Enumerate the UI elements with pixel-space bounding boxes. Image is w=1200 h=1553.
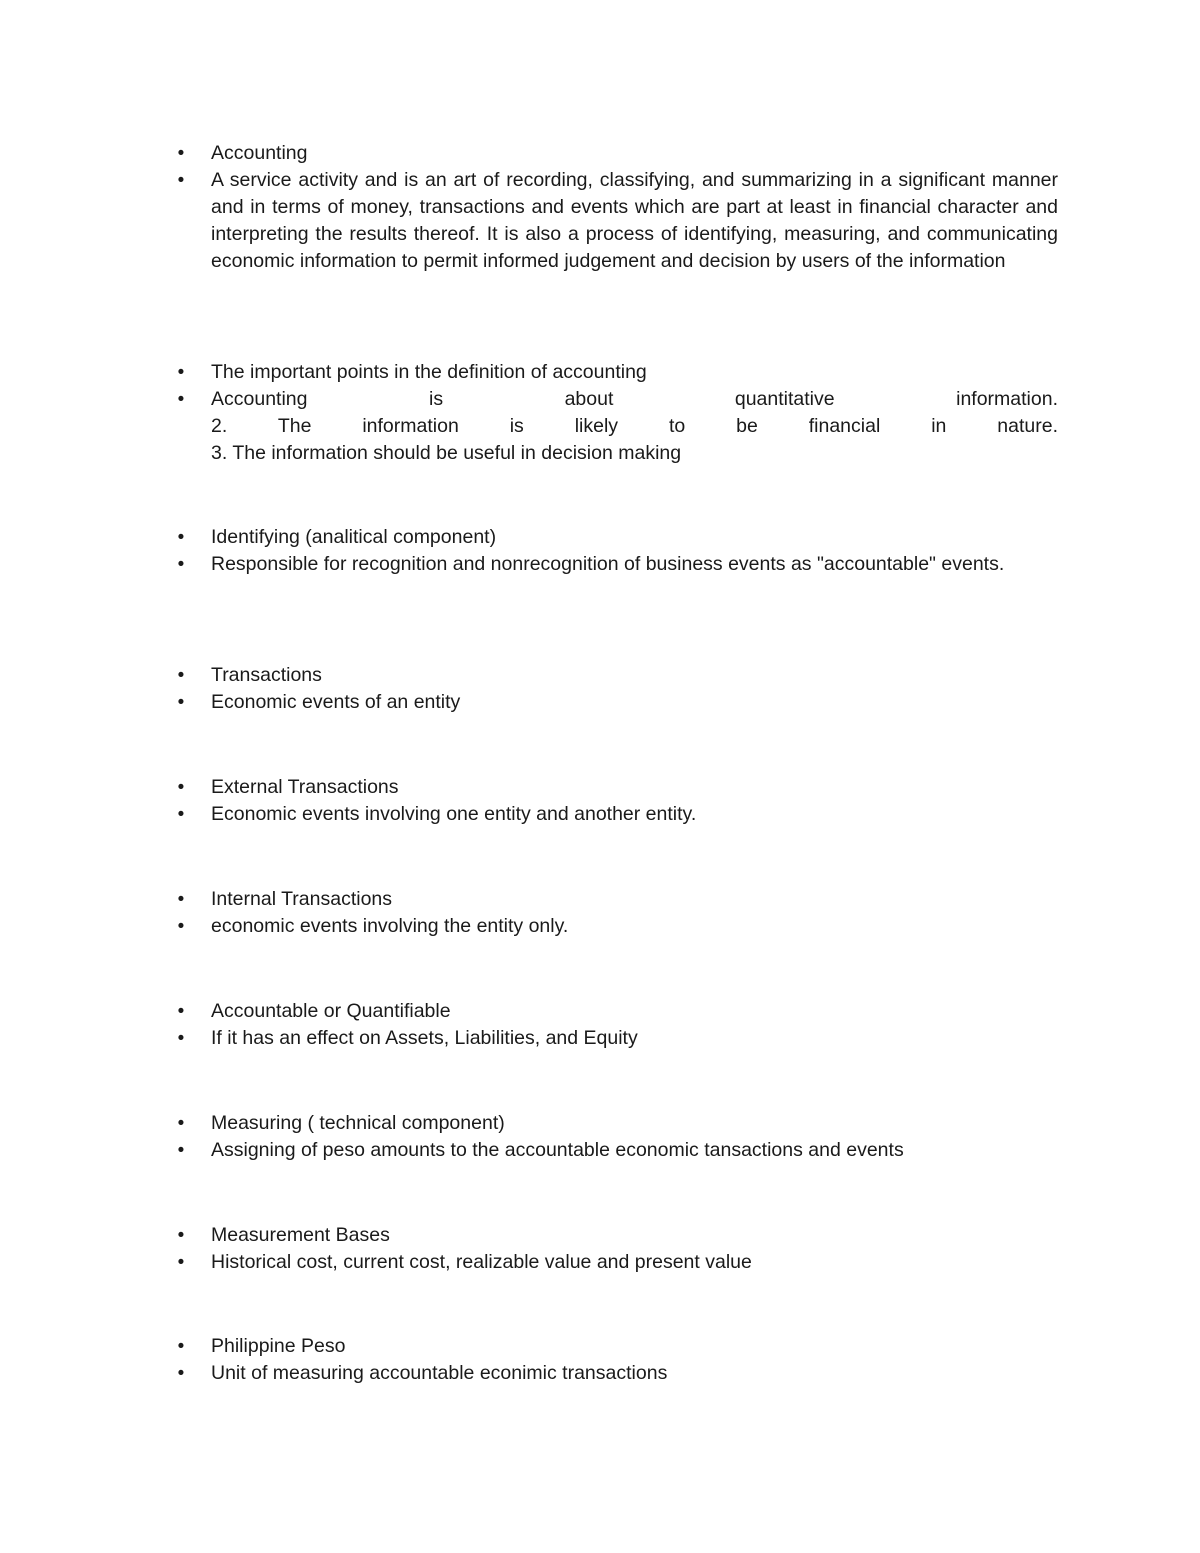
list-item [173, 801, 1058, 828]
bullet-icon: • [177, 527, 185, 548]
bullet-group-accounting [173, 140, 1058, 275]
definition-text: economic events involving the entity only. [211, 915, 569, 937]
bullet-icon: • [177, 362, 185, 383]
bullet-icon: • [177, 389, 185, 410]
bullet-group-internal-transactions [173, 886, 1058, 940]
bullet-icon: • [177, 1363, 185, 1384]
list-item [173, 386, 1058, 467]
term-text: Measuring ( technical component) [211, 1112, 505, 1134]
bullet-group-philippine-peso [173, 1333, 1058, 1387]
term-text: Identifying (analitical component) [211, 526, 497, 548]
term-text: Internal Transactions [211, 888, 393, 910]
definition-text: Responsible for recognition and nonrecognition of business events as "accountable" events. [211, 553, 1005, 575]
bullet-icon: • [177, 777, 185, 798]
definition-text: Economic events of an entity [211, 691, 461, 713]
definition-text: Economic events involving one entity and another entity. [211, 803, 697, 825]
bullet-icon: • [177, 1001, 185, 1022]
bullet-group-important-points [173, 359, 1058, 467]
bullet-icon: • [177, 1140, 185, 1161]
bullet-icon: • [177, 804, 185, 825]
bullet-icon: • [177, 1225, 185, 1246]
bullet-icon: • [177, 170, 185, 191]
bullet-group-transactions [173, 662, 1058, 716]
point-text: 3. The information should be useful in decision making [211, 442, 682, 464]
bullet-icon: • [177, 1028, 185, 1049]
list-item [173, 998, 1058, 1025]
bullet-group-measurement-bases [173, 1222, 1058, 1276]
list-item [173, 689, 1058, 716]
term-text: Accounting [211, 142, 308, 164]
definition-text: Unit of measuring accountable econimic transactions [211, 1362, 668, 1384]
definition-text: Historical cost, current cost, realizable value and present value [211, 1251, 752, 1273]
list-item [173, 167, 1058, 275]
list-item [173, 1222, 1058, 1249]
list-item [173, 886, 1058, 913]
bullet-group-external-transactions [173, 774, 1058, 828]
term-text: Transactions [211, 664, 322, 686]
point-text: 2. The information is likely to be financial in nature. [211, 415, 1058, 437]
bullet-icon: • [177, 1113, 185, 1134]
list-item [173, 359, 1058, 386]
definition-text: Assigning of peso amounts to the accountable economic tansactions and events [211, 1139, 904, 1161]
list-item [173, 1249, 1058, 1276]
bullet-icon: • [177, 143, 185, 164]
bullet-icon: • [177, 692, 185, 713]
list-item [173, 524, 1058, 551]
bullet-group-measuring [173, 1110, 1058, 1164]
bullet-icon: • [177, 916, 185, 937]
list-item [173, 1137, 1058, 1164]
bullet-icon: • [177, 554, 185, 575]
term-text: Measurement Bases [211, 1224, 390, 1246]
list-item [173, 1333, 1058, 1360]
list-item [173, 774, 1058, 801]
list-item [173, 1025, 1058, 1052]
list-item [173, 1110, 1058, 1137]
list-item [173, 1360, 1058, 1387]
list-item [173, 662, 1058, 689]
term-text: External Transactions [211, 776, 399, 798]
bullet-icon: • [177, 889, 185, 910]
bullet-group-accountable [173, 998, 1058, 1052]
bullet-group-identifying [173, 524, 1058, 578]
list-item [173, 140, 1058, 167]
point-text: Accounting is about quantitative information. [211, 388, 1058, 410]
bullet-icon: • [177, 1336, 185, 1357]
term-text: Philippine Peso [211, 1335, 346, 1357]
term-text: The important points in the definition of accounting [211, 361, 647, 383]
term-text: Accountable or Quantifiable [211, 1000, 451, 1022]
list-item [173, 913, 1058, 940]
bullet-icon: • [177, 1252, 185, 1273]
bullet-icon: • [177, 665, 185, 686]
definition-text: A service activity and is an art of recording, classifying, and summarizing in a significant manner and in terms of money, transactions and events which are part at least in financial character and interpreting the results thereof. It is also a process of identifying, measuring, and communicating economic information to permit informed judgement and decision by users of the information [211, 169, 1058, 272]
list-item [173, 551, 1058, 578]
definition-text: If it has an effect on Assets, Liabilities, and Equity [211, 1027, 638, 1049]
